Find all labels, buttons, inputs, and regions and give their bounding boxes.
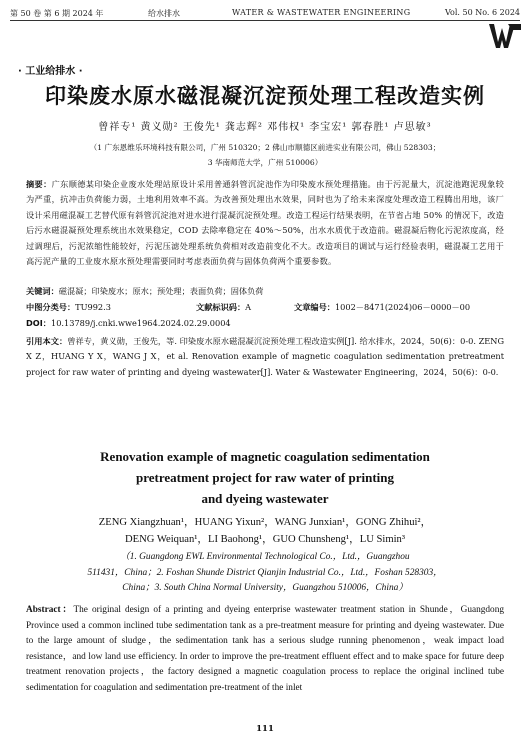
journal-logo-icon <box>488 22 522 50</box>
doi-label: DOI： <box>26 318 51 328</box>
keywords-text: 磁混凝；印染废水；原水；预处理；表面负荷；固体负荷 <box>58 286 264 296</box>
affiliation-en-line: （1. Guangdong EWL Environmental Technological Co.，Ltd.，Guangzhou <box>120 552 410 562</box>
affiliation-en-line: China；3. South China Normal University，Guangzhou 510006，China） <box>122 583 408 594</box>
header-volume-cn: 第 50 卷 第 6 期 2024 年 <box>10 9 104 18</box>
clc-value: TU992.3 <box>75 302 111 312</box>
abstract-en-text: The original design of a printing and dyeing enterprise wastewater treatment station in Shunde，Guangdong Province used a common inclined tube sedimentation tank as a pre-treatment measure for printing and dyeing wastewater. Due to the large amount of sludge，the sedimentation tank has a serious sludge running phenomenon，weak impact load resistance，and low land use efficiency. In order to improve the pre-treatment effluent effect and to make space for future deep treatment renovation projects，the factory designed a magnetic coagulation process to replace the original inclined tube sedimentation for coagulation and sedimentation pre-treatment of the inlet <box>26 605 504 693</box>
abstract-cn-label: 摘要： <box>26 179 52 189</box>
authors-en <box>30 514 500 548</box>
clc-label: 中图分类号： <box>26 302 76 312</box>
abstract-cn-text: 广东顺德某印染企业废水处理站原设计采用普通斜管沉淀池作为印染废水预处理措施。由于污泥量大，沉淀池跑泥现象较为严重，抗冲击负荷能力弱，土地利用效率不高。为改善预处理出水效果，同时也为了给未来深度处理改造工程腾出用地，该厂设计采用磁混凝工艺替代原有斜管沉淀池对进水进行混凝沉淀预处理。改造工程运行结果表明，在节省占地 50% 的情况下，改造后污水磁混凝预处理系统出水效果稳定，COD 去除率稳定在 40%～50%，出水水质优于改造前。磁混凝后物化污泥浓度高，经过调理后，污泥浓缩性能较好，污泥压滤处理系统负荷相对改造前变化不大。改造项目的调试与运行经验表明，磁混凝工艺用于高污泥产量的工业废水原水预处理需要同时考虑表面负荷与固体负荷两个重要参数。 <box>26 179 504 267</box>
doi-value: 10.13789/j.cnki.wwe1964.2024.02.29.0004 <box>51 318 231 328</box>
doc-code-value: A <box>245 302 252 312</box>
title-en-line: Renovation example of magnetic coagulation sedimentation <box>100 449 430 464</box>
classification-row <box>26 300 504 315</box>
affiliation-en-line: 511431，China；2. Foshan Shunde District Qianjin Industrial Co.，Ltd.，Foshan 528303， <box>87 567 443 578</box>
citation-label: 引用本文： <box>26 336 68 346</box>
title-en-line: pretreatment project for raw water of printing <box>135 470 394 485</box>
affiliation-line: 3 华南师范大学，广州 510006） <box>207 158 323 167</box>
article-title-cn: 印染废水原水磁混凝沉淀预处理工程改造实例 <box>45 84 485 108</box>
title-en-line: and dyeing wastewater <box>201 491 329 506</box>
article-no-value: 1002－8471(2024)06－0000－00 <box>334 302 471 312</box>
article-title-en <box>0 446 530 509</box>
affiliations-cn <box>30 140 500 170</box>
abstract-en <box>26 603 504 697</box>
page-number: 111 <box>256 724 274 734</box>
abstract-en-label: Abstract： <box>26 605 74 615</box>
authors-en-line: DENG Weiquan¹，LI Baohong¹，GUO Chunsheng¹，LU Simin³ <box>124 534 405 545</box>
affiliations-en <box>16 550 514 597</box>
affiliation-line: （1 广东恩维乐环境科技有限公司，广州 510320；2 佛山市顺德区前进实业有限公司，佛山 528303； <box>89 143 441 152</box>
header-journal-en: WATER & WASTEWATER ENGINEERING <box>232 8 411 17</box>
article-no-label: 文章编号： <box>294 302 335 312</box>
section-label: · 工业给排水 · <box>18 66 83 77</box>
citation-text: 曾祥专，黄义勋，王俊先，等. 印染废水原水磁混凝沉淀预处理工程改造实例[J]. 给水排水，2024，50(6)：0-0. ZENG X Z，HUANG Y X，WANG J X，et al. Renovation example of magnetic coagulation sedimentation pretreatment project for raw water of printing and dyeing wastewater[J]. Water & Wastewater Engineering，2024，50(6)：0-0. <box>26 336 504 377</box>
citation <box>26 334 504 380</box>
abstract-cn <box>26 177 504 269</box>
doi-row <box>26 316 504 331</box>
authors-en-line: ZENG Xiangzhuan¹，HUANG Yixun²，WANG Junxian¹，GONG Zhihui²， <box>98 517 432 528</box>
header-rule <box>10 20 520 21</box>
doc-code-label: 文献标识码： <box>196 302 246 312</box>
authors-cn: 曾祥专¹ 黄义勋² 王俊先¹ 龚志辉² 邓伟权¹ 李宝宏¹ 郭春胜¹ 卢思敏³ <box>98 122 432 133</box>
keywords <box>26 284 504 299</box>
running-header <box>10 6 520 20</box>
header-journal-cn: 给水排水 <box>148 9 180 18</box>
header-volume-en: Vol. 50 No. 6 2024 <box>445 8 520 17</box>
keywords-label: 关键词： <box>26 286 59 296</box>
